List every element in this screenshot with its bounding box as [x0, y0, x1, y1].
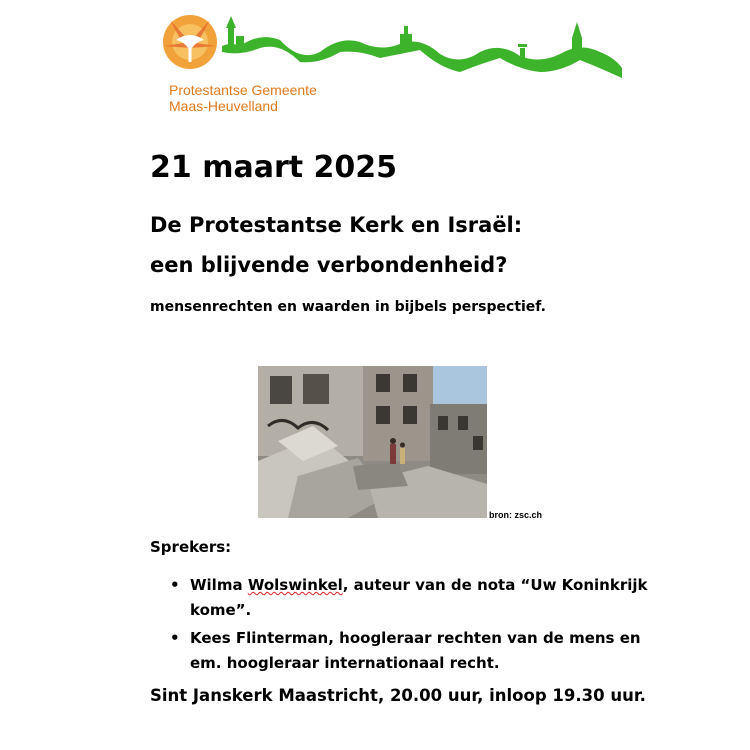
- church-logo: [160, 12, 630, 122]
- org-name-line2: Maas-Heuvelland: [169, 98, 278, 114]
- org-name-line1: Protestantse Gemeente: [169, 82, 317, 98]
- venue-info: Sint Janskerk Maastricht, 20.00 uur, inloop 19.30 uur.: [150, 686, 646, 705]
- speakers-heading: Sprekers:: [150, 538, 232, 556]
- speaker-name-prefix: Wilma: [190, 576, 248, 594]
- image-credit: bron: zsc.ch: [489, 510, 543, 520]
- speaker-description: , auteur van de nota “Uw Koninkrijk kome”.: [190, 576, 648, 619]
- bullet-icon: •: [170, 576, 180, 594]
- logo-graphic: [160, 12, 630, 84]
- speaker-item: [170, 573, 650, 623]
- speaker-description: Kees Flinterman, hoogleraar rechten van de mens en em. hoogleraar internationaal recht.: [190, 629, 641, 672]
- event-date: 21 maart 2025: [150, 150, 398, 185]
- event-title-line1: De Protestantse Kerk en Israël:: [150, 213, 523, 237]
- rubble-photo-illustration: [258, 366, 487, 518]
- speaker-list: [170, 573, 650, 679]
- bullet-icon: •: [170, 629, 180, 647]
- speaker-name-spellchecked: Wolswinkel: [247, 576, 343, 594]
- speaker-item: [170, 626, 650, 676]
- rubble-photo: [258, 366, 487, 518]
- event-subtitle: mensenrechten en waarden in bijbels perspectief.: [150, 299, 546, 315]
- skyline-icon: [222, 16, 622, 78]
- event-title-line2: een blijvende verbondenheid?: [150, 253, 508, 277]
- sun-emblem-icon: [163, 15, 217, 69]
